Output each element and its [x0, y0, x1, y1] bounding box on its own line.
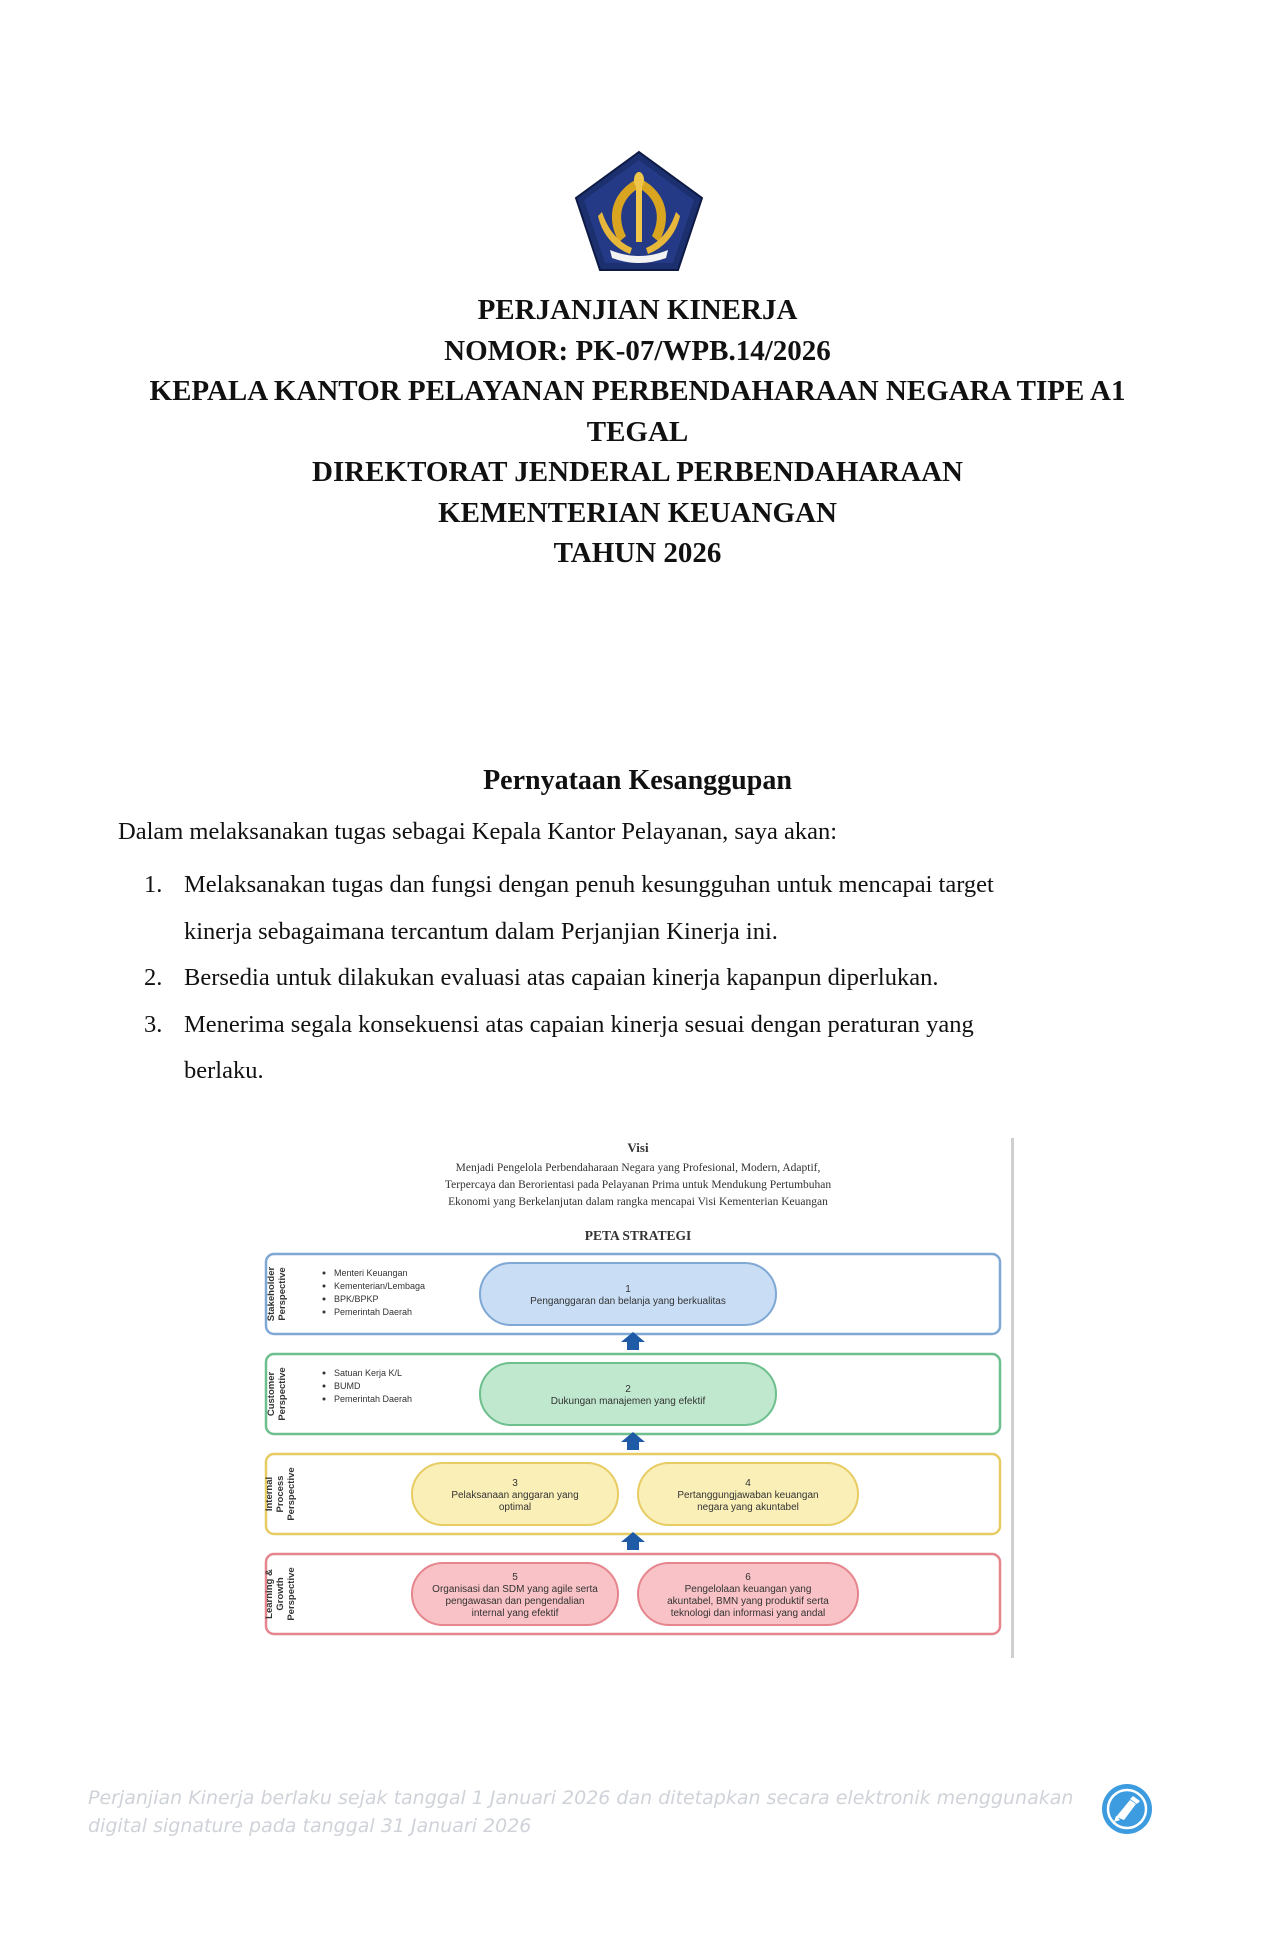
bullet-icon	[323, 1385, 326, 1388]
stakeholder-item: Pemerintah Daerah	[334, 1307, 413, 1317]
perspective-label: Perspective	[286, 1467, 297, 1521]
bullet-icon	[323, 1398, 326, 1401]
list-item-text: kinerja sebagaimana tercantum dalam Perjanjian Kinerja ini.	[184, 917, 778, 945]
footer-line: digital signature pada tanggal 31 Januari 2026	[88, 1815, 532, 1837]
footer-note	[88, 1784, 1073, 1840]
footer-line: Perjanjian Kinerja berlaku sejak tanggal 1 Januari 2026 dan ditetapkan secara elektronik menggunakan	[88, 1787, 1074, 1809]
bullet-icon	[323, 1298, 326, 1301]
visi-line: Menjadi Pengelola Perbendaharaan Negara yang Profesional, Modern, Adaptif,	[455, 1162, 821, 1174]
objective-number: 2	[625, 1384, 631, 1395]
objective-label: pengawasan dan pengendalian	[445, 1596, 585, 1607]
digital-signature-icon	[1100, 1782, 1154, 1836]
perspective-label: Perspective	[277, 1267, 288, 1321]
title-line: KEMENTERIAN KEUANGAN	[438, 496, 837, 529]
visi-label: Visi	[627, 1140, 649, 1155]
document-title	[0, 290, 1275, 574]
visi-line: Terpercaya dan Berorientasi pada Pelayanan Prima untuk Mendukung Pertumbuhan	[444, 1179, 832, 1191]
objective-number: 4	[745, 1478, 751, 1489]
objective-label: Pengelolaan keuangan yang	[684, 1584, 812, 1595]
title-line: PERJANJIAN KINERJA	[477, 294, 798, 326]
list-item-text: berlaku.	[184, 1057, 264, 1084]
perspective-label: Perspective	[277, 1367, 288, 1421]
perspective-label: Growth	[275, 1577, 286, 1611]
intro-paragraph: Dalam melaksanakan tugas sebagai Kepala Kantor Pelayanan, saya akan:	[118, 818, 838, 845]
list-item	[118, 1002, 1158, 1095]
stakeholder-item: Satuan Kerja K/L	[334, 1368, 403, 1378]
objective-label: Penganggaran dan belanja yang berkualitas	[530, 1296, 726, 1307]
stakeholder-item: Menteri Keuangan	[334, 1268, 408, 1278]
bullet-icon	[323, 1372, 326, 1375]
title-line: DIREKTORAT JENDERAL PERBENDAHARAAN	[312, 456, 963, 488]
strategy-map-title: PETA STRATEGI	[584, 1228, 692, 1243]
bullet-icon	[323, 1285, 326, 1288]
list-item-text: Menerima segala konsekuensi atas capaian kinerja sesuai dengan peraturan yang	[184, 1010, 974, 1038]
perspective-label: Internal	[264, 1476, 275, 1512]
objective-number: 5	[512, 1572, 518, 1583]
objective-label: Organisasi dan SDM yang agile serta	[432, 1584, 598, 1595]
objective-label: internal yang efektif	[471, 1608, 559, 1619]
figure-edge-line	[1011, 1138, 1014, 1658]
title-line: NOMOR: PK-07/WPB.14/2026	[444, 334, 831, 367]
section-heading: Pernyataan Kesanggupan	[483, 765, 792, 796]
list-number: 2.	[144, 964, 163, 991]
objective-label: optimal	[498, 1502, 532, 1513]
bullet-icon	[323, 1272, 326, 1275]
strategy-map-rows	[264, 1254, 1000, 1634]
title-line: TAHUN 2026	[553, 537, 722, 569]
perspective-row	[266, 1454, 1000, 1534]
bullet-icon	[323, 1311, 326, 1314]
objective-label: teknologi dan informasi yang andal	[670, 1608, 826, 1619]
objective-label: Pelaksanaan anggaran yang	[451, 1490, 579, 1501]
objective-label: Pertanggungjawaban keuangan	[677, 1490, 819, 1501]
objective-label: Dukungan manajemen yang efektif	[550, 1396, 706, 1407]
stakeholder-item: BPK/BPKP	[334, 1294, 379, 1304]
objective-label: negara yang akuntabel	[697, 1502, 799, 1513]
perspective-label: Stakeholder	[266, 1266, 277, 1322]
objective-label: akuntabel, BMN yang produktif serta	[667, 1596, 829, 1607]
perspective-label: Customer	[266, 1371, 277, 1417]
list-item-text: Melaksanakan tugas dan fungsi dengan penuh kesungguhan untuk mencapai target	[184, 871, 994, 898]
stakeholder-item: Kementerian/Lembaga	[334, 1281, 426, 1291]
list-number: 3.	[144, 1010, 163, 1038]
stakeholder-item: Pemerintah Daerah	[334, 1394, 413, 1404]
list-item	[118, 862, 1158, 955]
list-number: 1.	[144, 871, 163, 898]
perspective-label: Process	[275, 1475, 286, 1513]
strategy-map-figure	[262, 1138, 1016, 1658]
visi-line: Ekonomi yang Berkelanjutan dalam rangka mencapai Visi Kementerian Keuangan	[448, 1196, 828, 1208]
objective-number: 3	[512, 1478, 518, 1489]
list-item-text: Bersedia untuk dilakukan evaluasi atas capaian kinerja kapanpun diperlukan.	[184, 964, 939, 991]
commitment-list	[118, 862, 1158, 1095]
stakeholder-item: BUMD	[334, 1381, 361, 1391]
objective-number: 6	[745, 1572, 751, 1583]
list-item	[118, 955, 1158, 1002]
title-line: KEPALA KANTOR PELAYANAN PERBENDAHARAAN NEGARA TIPE A1	[149, 375, 1126, 407]
kemenkeu-emblem-icon	[574, 150, 704, 272]
title-line: TEGAL	[586, 415, 689, 448]
perspective-label: Learning &	[264, 1569, 275, 1619]
perspective-label: Perspective	[286, 1567, 297, 1621]
objective-number: 1	[625, 1284, 631, 1295]
perspective-row	[266, 1554, 1000, 1634]
